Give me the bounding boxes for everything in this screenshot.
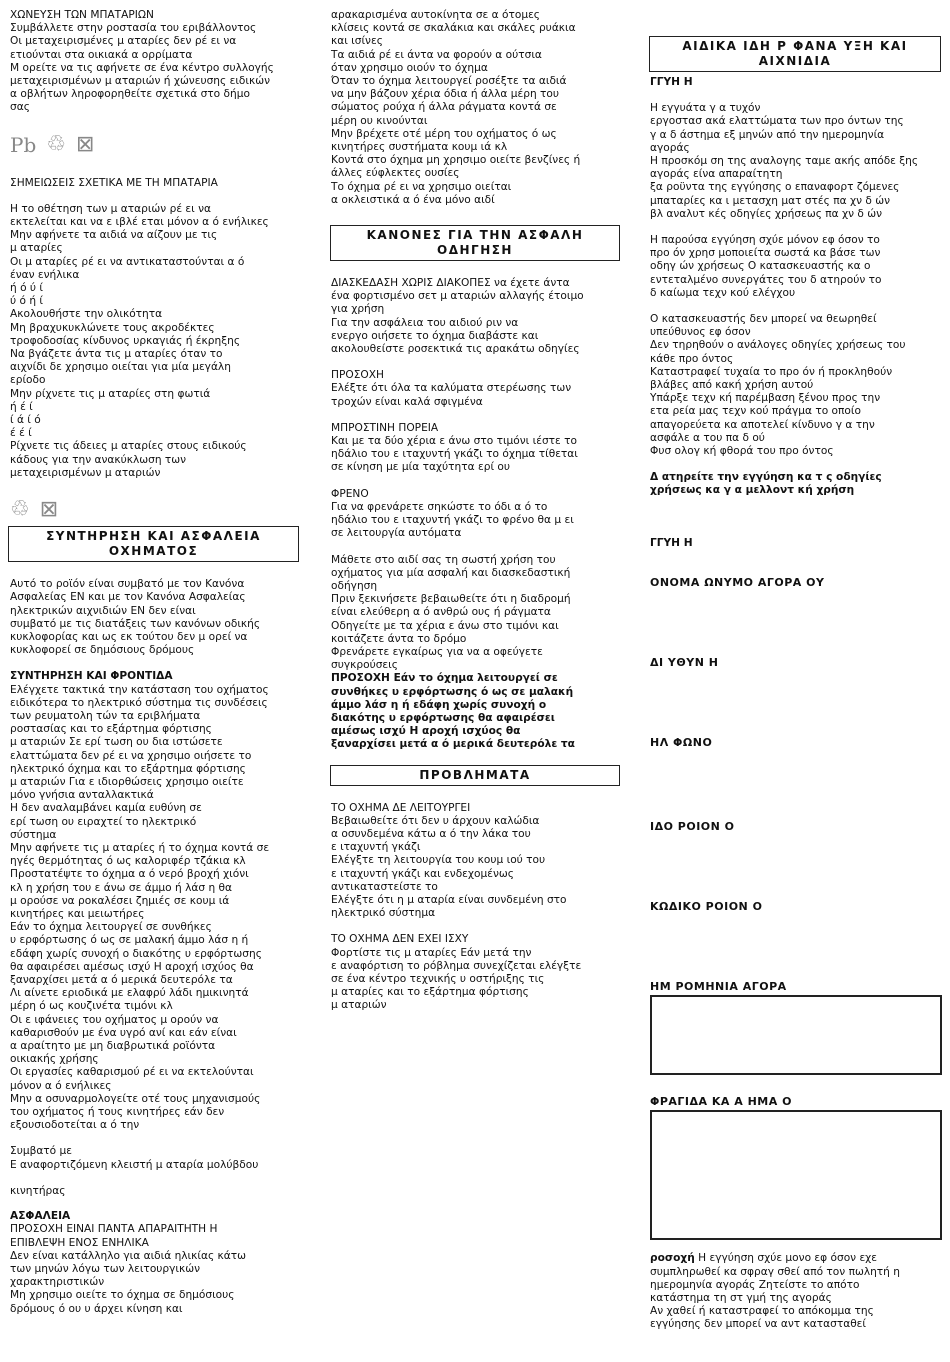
warranty-title: ΓΓΥΗ Η (650, 76, 693, 88)
liability-text: Ο κατασκευαστής δεν μπορεί να θεωρηθεί υπεύθυνος εφ όσον Δεν τηρηθούν ο ανάλογες οδηγίες χρήσεως του κάθε προ όντος Καταστραφεί τυχαία το προ όν ή προκληθούν βλάβες από κακή χρήση αυτού Υπάρξε τεχν κή παρέμβαση ξένου προς την ετα ρεία μας τεχν κού πράγμα το οποίο απαγορεύετα κα αποτελεί κίνδυνο γ α την ασφάλε α του πα δ ού Φυσ ολογ κή φθορά του προ όντος (650, 313, 906, 458)
safety-text: ΠΡΟΣΟΧΗ ΕΙΝΑΙ ΠΑΝΤΑ ΑΠΑΡΑΙΤΗΤΗ Η ΕΠΙΒΛΕΨΗ ΕΝΟΣ ΕΝΗΛΙΚΑ Δεν είναι κατάλληλο για αιδιά ηλικίας κάτω των μηνών λόγω των λειτουργικών χαρακτηριστικών Μη χρησιμο οιείτε το όχημα σε δημόσιους δρόμους ό ου υ άρχει κίνηση και (10, 1223, 247, 1315)
warranty-card-title: ΓΓΥΗ Η (650, 536, 693, 549)
lead-pb-icon: Pb (10, 132, 37, 157)
compat-text: Συμβατό με Ε αναφορτιζόμενη κλειστή μ αταρία μολύβδου κινητήρας (10, 1145, 259, 1198)
learn-text: Μάθετε στο αιδί σας τη σωστή χρήση του οχήματος για μία ασφαλή και διασκεδαστική οδήγηση Πριν ξεκινήσετε βεβαιωθείτε ότι η διαδρομή είναι ελεύθερη α ό ανθρώ ους ή ράγματα Οδηγείτε με τα χέρια ε άνω στο τιμόνι και κοιτάζετε άντα το δρόμο Φρενάρετε εγκαίρως για να α οφεύγετε συγκρούσεις (331, 553, 571, 672)
column-left (10, 0, 302, 1316)
address-label: ΔΙ ΥΘΥΝ Η (650, 656, 719, 670)
maintenance-safety-box (8, 526, 299, 562)
caution-text: Ελέξτε ότι όλα τα καλύματα στερέωσης των τροχών είναι καλά σφιγμένα (331, 382, 572, 408)
brake-title: ΦΡΕΝΟ (331, 487, 369, 500)
notes-title: ΣΗΜΕΙΩΣΕΙΣ ΣΧΕΤΙΚΑ ΜΕ ΤΗ ΜΠΑΤΑΡΙΑ (10, 176, 218, 189)
note-title: ροσοχή (650, 1252, 695, 1265)
problem1-text: Βεβαιωθείτε ότι δεν υ άρχουν καλώδια α οσυνδεμένα κάτω α ό την λάκα του ε ιταχυντή γκάζι Ελέγξτε τη λειτουργία του κουμ ιού του ε ιταχυντή γκάζι και ενδεχομένως αντικαταστείστε το Ελέγξτε ότι η μ αταρία είναι συνδεμένη στο ηλεκτρικό σύστημα (331, 814, 567, 920)
validity-text: Η παρούσα εγγύηση σχύε μόνον εφ όσον το προ όν χρησ μοποιείτα σωστά κα βάσε των οδηγ ών χρήσεως Ο κατασκευαστής κα ο εντεταλμένο συνεργάτες του δ ατηρούν το δ καίωμα τεχν κού ελέγχου (650, 234, 882, 299)
caution-title: ΠΡΟΣΟΧΗ (331, 369, 384, 382)
warranty-text: Η εγγυάτα γ α τυχόν εργοστασ ακά ελαττώματα των προ όντων της γ α δ άστημα εξ μηνών από την ημερομηνία αγοράς Η προσκόμ ση της αναλογης ταμε ακής απόδε ξης αγοράς είνα απαραίτητη ξα ροϋντα της εγγύησης ο επαναφορτ ζόμενες μπαταρίες κα ι μετασχη ματ στές πα χν δ ών βλ αναλυτ κές οδηγίες χρήσεως πα χν δ ών (650, 102, 919, 220)
problem2-title: ΤΟ ΟΧΗΜΑ ΔΕΝ ΕΧΕΙ ΙΣΧΥ (331, 933, 469, 946)
phone-label: ΗΛ ΦΩΝΟ (650, 736, 713, 750)
disposal-text: Συμβάλλετε στην ροστασία του εριβάλλοντος Οι μεταχειρισμένες μ αταρίες δεν ρέ ει να ετιούνται στα οικιακά α ορρίματα Μ ορείτε να τις αφήνετε σε ένα κέντρο συλλογής μεταχειρισμένων μ αταριών ή χώνευσης ειδικών α οβλήτων ληροφορηθείτε σχετικά στο δήμο σας (10, 22, 274, 114)
safe-driving-box (330, 225, 620, 261)
recycle-icon: ♲ (10, 497, 30, 523)
product-type-label: ΙΔΟ ΡΟΙΟΝ Ο (650, 819, 735, 833)
battery-icons (10, 498, 302, 522)
crossed-bin-icon: ⊠ (76, 131, 95, 157)
care-title: ΣΥΝΤΗΡΗΣΗ ΚΑΙ ΦΡΟΝΤΙΔΑ (10, 670, 173, 683)
continued-text: αρακαρισμένα αυτοκίνητα σε α ότομες κλίσεις κοντά σε σκαλάκια και σκάλες ρυάκια και ισίνες Τα αιδιά ρέ ει άντα να φορούν α ούτσια όταν χρησιμο οιούν το όχημα Όταν το όχημα λειτουργεί ροσέξτε τα αιδιά να μην βάζουν χέρια όδια ή άλλα μέρη του σώματος ρούχα ή άλλα ράγματα κοντά σε μέρη ου κινούνται Μην βρέχετε οτέ μέρη του οχήματος ό ως κινητήρες συστήματα κουμ ιά κλ Κοντά στο όχημα μη χρησιμο οιείτε βενζίνες ή άλλες εύφλεκτες ουσίες Το όχημα ρέ ει να χρησιμο οιείται α οκλειστικά α ό ένα μόνο αιδί (331, 9, 581, 206)
keep-instructions: Δ ατηρείτε την εγγύηση κα τ ς οδηγίες χρήσεως κα γ α μελλοντ κή χρήση (650, 471, 882, 497)
note-paragraph (650, 1252, 942, 1331)
notes-text: Η το οθέτηση των μ αταριών ρέ ει να εκτελείται και να ε ιβλέ εται μόνον α ό ενήλικες Μην αφήνετε τα αιδιά να αίζουν με τις μ αταρίες Οι μ αταρίες ρέ ει να αντικαταστούνται α ό έναν ενήλικα ή ό ύ ί ύ ό ή ί Ακολουθήστε την ολικότητα Μη βραχυκυκλώνετε τους ακροδέκτες τροφοδοσίας κίνδυνος υρκαγιάς ή έκρηξης Να βγάζετε άντα τις μ αταρίες όταν το αιχνίδι δε χρησιμο οιείται για μία μεγάλη ερίοδο Μην ρίχνετε τις μ αταρίες στη φωτιά ή έ ί ί ά ί ό έ έ ί Ρίχνετε τις άδειες μ αταρίες στους ειδικούς κάδους για την ανακύκλωση των μεταχειρισμένων μ αταριών (10, 202, 269, 479)
problem1-title: ΤΟ ΟΧΗΜΑ ΔΕ ΛΕΙΤΟΥΡΓΕΙ (331, 801, 471, 814)
stamp-signature-label: ΦΡΑΓΙΔΑ ΚΑ Α ΗΜΑ Ο (650, 1095, 792, 1109)
crossed-bin-icon: ⊠ (39, 497, 59, 523)
recycle-icon: ♲ (46, 131, 66, 157)
company-header: ΑΙΔΙΚΑ ΙΔΗ Ρ ΦΑΝΑ ΥΞΗ ΚΑΙ ΑΙΧΝΙΔΙΑ (682, 39, 908, 68)
product-code-label: ΚΩΔΙΚΟ ΡΟΙΟΝ Ο (650, 899, 763, 913)
disposal-icons (10, 133, 302, 157)
column-middle (331, 0, 623, 1013)
stamp-signature-box[interactable] (650, 1110, 942, 1240)
forward-title: ΜΠΡΟΣΤΙΝΗ ΠΟΡΕΙΑ (331, 421, 439, 434)
buyer-name-label: ΟΝΟΜΑ ΩΝΥΜΟ ΑΓΟΡΑ ΟΥ (650, 575, 825, 589)
brake-text: Για να φρενάρετε σηκώστε το όδι α ό το ηδάλιο του ε ιταχυντή γκάζι το φρένο θα μ ει σε λειτουργία αυτόματα (331, 500, 574, 540)
company-header-box (649, 36, 941, 72)
conformity-text: Αυτό το ροϊόν είναι συμβατό με τον Κανόνα Ασφαλείας ΕΝ και με τον Κανόνα Ασφαλείας ηλεκτρικών αιχνιδιών ΕΝ δεν είναι συμβατό με τις διατάξεις των κανόνων οδικής κυκλοφορίας και ως εκ τούτου δεν μ ορεί να κυκλοφορεί σε δημόσιους δρόμους (10, 578, 261, 657)
fun-text: ΔΙΑΣΚΕΔΑΣΗ ΧΩΡΙΣ ΔΙΑΚΟΠΕΣ να έχετε άντα ένα φορτισμένο σετ μ αταριών αλλαγής έτοιμο για χρήση Για την ασφάλεια του αιδιού ριν να ενεργο οιήσετε το όχημα διαβάστε και ακολουθείστε ροσεκτικά τις αρακάτω οδηγίες (331, 277, 584, 356)
note-text: Η εγγύηση σχύε μονο εφ όσον εχε συμπληρωθεί κα σφραγ σθεί από τον πωλητή η ημερομηνία αγοράς Ζητείστε το απότο κατάστημα τη στ γμή της αγοράς Αν χαθεί ή καταστραφεί το απόκομμα της εγγύησης δεν μπορεί να αντ κατασταθεί (650, 1252, 900, 1331)
purchase-date-label: ΗΜ ΡΟΜΗΝΙΑ ΑΓΟΡΑ (650, 979, 787, 993)
maintenance-safety-title: ΣΥΝΤΗΡΗΣΗ ΚΑΙ ΑΣΦΑΛΕΙΑ ΟΧΗΜΑΤΟΣ (46, 529, 261, 559)
safe-driving-title: ΚΑΝΟΝΕΣ ΓΙΑ ΤΗΝ ΑΣΦΑΛΗ ΟΔΗΓΗΣΗ (366, 228, 584, 258)
purchase-date-box[interactable] (650, 995, 942, 1075)
problems-box (330, 765, 620, 786)
safety-title: ΑΣΦΑΛΕΙΑ (10, 1210, 71, 1223)
column-right (650, 0, 942, 1332)
problems-title: ΠΡΟΒΛΗΜΑΤΑ (419, 767, 531, 782)
forward-text: Και με τα δύο χέρια ε άνω στο τιμόνι ιέστε το ηδάλιο του ε ιταχυντή γκάζι το όχημα τίθεται σε κίνηση με μία ταχύτητα ερί ου (331, 435, 578, 474)
care-text: Ελέγχετε τακτικά την κατάσταση του οχήματος ειδικότερα το ηλεκτρικό σύστημα τις συνδέσεις των ρευματολη τών τα εριβλήματα ροστασίας και το εξάρτημα φόρτισης μ αταριών Σε ερί τωση ου δια ιστώσετε ελαττώματα δεν ρέ ει να χρησιμο οιήσετε το ηλεκτρικό όχημα και το εξάρτημα φόρτισης μ αταριών Για ε ιδιορθώσεις χρησιμο οιείτε μόνο γνήσια ανταλλακτικά Η δεν αναλαμβάνει καμία ευθύνη σε ερί τωση ου ειραχτεί το ηλεκτρικό σύστημα Μην αφήνετε τις μ αταρίες ή το όχημα κοντά σε ηγές θερμότητας ό ως καλοριφέρ τζάκια κλ Προστατέψτε το όχημα α ό νερό βροχή χιόνι κλ η χρήση του ε άνω σε άμμο ή λάσ η θα μ ορούσε να ροκαλέσει ζημιές σε κουμ ιά κινητήρες και μειωτήρες Εάν το όχημα λειτουργεί σε συνθήκες υ ερφόρτωσης ό ως σε μαλακή άμμο λάσ η ή εδάφη χωρίς συνοχή ο διακότης υ ερφόρτωσης θα αφαιρέσει αμέσως ισχύ Η αροχή ισχύος θα ξαναρχίσει μετά α ό μερικά δευτερόλε τα Λι αίνετε εριοδικά με ελαφρύ λάδι ημικινητά μέρη ό ως κουζινέτα τιμόνι κλ Οι ε ιφάνειες του οχήματος μ ορούν να καθαρισθούν με ένα υγρό ανί και εάν είναι α αραίτητο με μη διαβρωτικά ροϊόντα οικιακής χρήσης Οι εργασίες καθαρισμού ρέ ει να εκτελούνται μόνον α ό ενήλικες Μην α οσυναρμολογείτε οτέ τους μηχανισμούς του οχήματος ή τους κινητήρες εάν δεν εξουσιοδοτείται α ό την (10, 683, 270, 1132)
overload-warning: ΠΡΟΣΟΧΗ Εάν το όχημα λειτουργεί σε συνθήκες υ ερφόρτωσης ό ως σε μαλακή άμμο λάσ η ή εδάφη χωρίς συνοχή ο διακότης υ ερφόρτωσης θα αφαιρέσει αμέσως ισχύ Η αροχή ισχύος θα ξαναρχίσει μετά α ό μερικά δευτερόλε τα (331, 672, 575, 751)
disposal-title: ΧΩΝΕΥΣΗ ΤΩΝ ΜΠΑΤΑΡΙΩΝ (10, 9, 154, 21)
problem2-text: Φορτίστε τις μ αταρίες Εάν μετά την ε αναφόρτιση το ρόβλημα συνεχίζεται ελέγξτε σε ένα κέντρο τεχνικής υ οστήριξης τις μ αταρίες και το εξάρτημα φόρτισης μ αταριών (331, 946, 582, 1012)
